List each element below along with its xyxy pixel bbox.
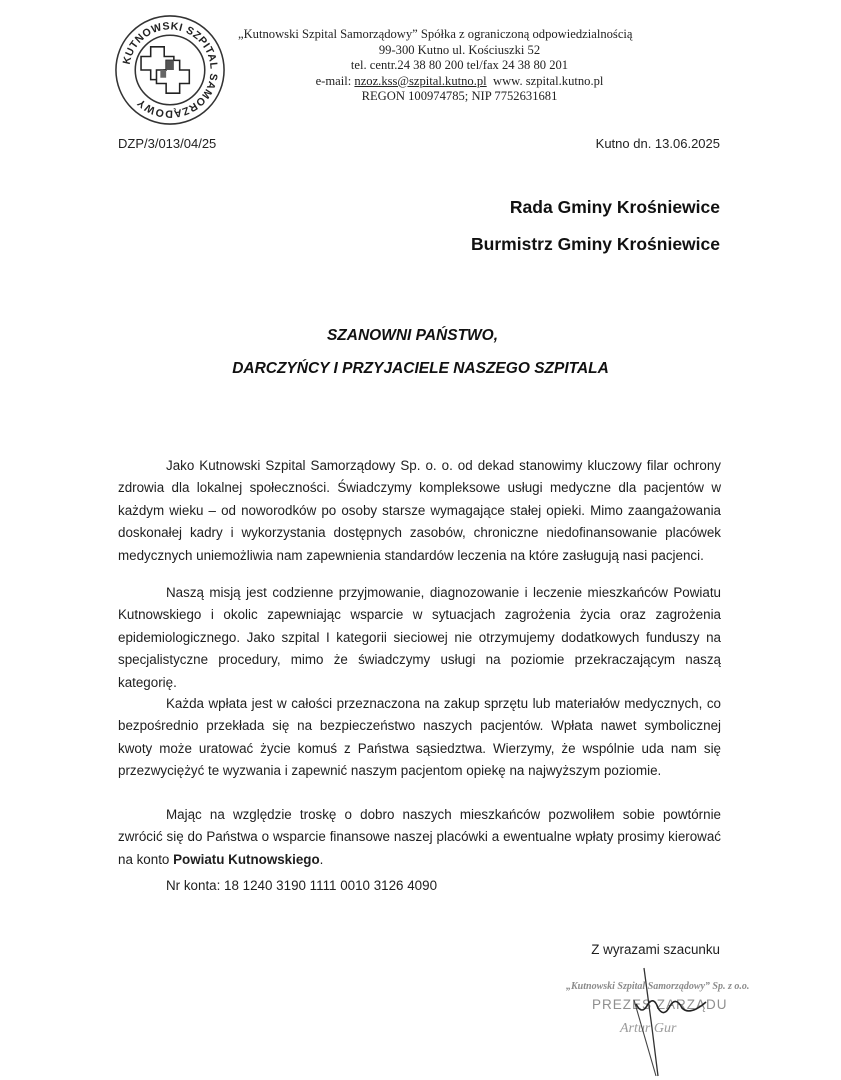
paragraph-4-text: Mając na względzie troskę o dobro naszych mieszkańców pozwoliłem sobie powtórnie zwrócić się do Państwa o wsparcie finansowe naszej placówki a ewentualne wpłaty prosimy kierować na konto <box>118 807 721 867</box>
company-contact <box>232 74 687 90</box>
company-phone: tel. centr.24 38 80 200 tel/fax 24 38 80 201 <box>350 58 569 72</box>
letter-date: Kutno dn. 13.06.2025 <box>595 136 720 151</box>
email-link[interactable]: nzoz.kss@szpital.kutno.pl <box>354 73 487 88</box>
paragraph-3 <box>118 693 721 783</box>
paragraph-2 <box>118 582 721 694</box>
paragraph-text: Każda wpłata jest w całości przeznaczona na zakup sprzętu lub materiałów medycznych, co bezpośrednio przekłada się na bezpieczeństwo naszych pacjentów. Wpłata nawet symbolicznej kwoty może uratować życie komuś z Państwa sąsiedztwa. Wierzymy, że wspólnie uda nam się przezwyciężyć te wyzwania i zapewnić naszym pacjentom opiekę na najwyższym poziomie. <box>118 696 721 779</box>
stamp-title: PREZES ZARZĄDU <box>592 997 728 1012</box>
stamp-name: Artur Gur <box>620 1021 677 1036</box>
salutation-line-2: DARCZYŃCY I PRZYJACIELE NASZEGO SZPITALA <box>232 360 609 377</box>
salutation-line-1: SZANOWNI PAŃSTWO, <box>326 327 499 344</box>
email-label: e-mail: <box>315 73 355 88</box>
stamp-company: „Kutnowski Szpital Samorządowy” Sp. z o.o. <box>566 981 750 992</box>
recipient-council: Rada Gminy Krośniewice <box>509 197 720 217</box>
company-name: „Kutnowski Szpital Samorządowy” Spółka z ograniczoną odpowiedzialnością <box>238 27 633 41</box>
paragraph-1 <box>118 455 721 567</box>
company-registration: REGON 100974785; NIP 7752631681 <box>361 89 558 103</box>
svg-text:KUTNOWSKI SZPITAL SAMORZĄDOWY: KUTNOWSKI SZPITAL SAMORZĄDOWY <box>120 20 220 120</box>
company-address: 99-300 Kutno ul. Kościuszki 52 <box>378 42 541 57</box>
hospital-logo <box>112 14 228 126</box>
closing-phrase: Z wyrazami szacunku <box>591 942 720 957</box>
bank-account-number: Nr konta: 18 1240 3190 1111 0010 3126 4090 <box>166 878 438 893</box>
account-owner: Powiatu Kutnowskiego <box>173 851 320 867</box>
recipient-mayor: Burmistrz Gminy Krośniewice <box>471 234 720 254</box>
website: www. szpital.kutno.pl <box>486 73 604 88</box>
paragraph-4-end: . <box>319 851 324 867</box>
official-stamp <box>560 975 780 1075</box>
paragraph-text <box>118 804 721 871</box>
reference-number: DZP/3/013/04/25 <box>118 136 217 151</box>
letterhead <box>232 27 687 105</box>
paragraph-text: Jako Kutnowski Szpital Samorządowy Sp. o. o. od dekad stanowimy kluczowy filar ochrony zdrowia dla lokalnej społeczności. Świadczymy kompleksowe usługi medyczne dla pacjentów w każdym wieku – od noworodków po osoby starsze wymagające stałej opieki. Mimo zaangażowania doskonałej kadry i wykorzystania dostępnych zasobów, chroniczne niedofinansowanie placówek medycznych uniemożliwia nam zapewnienia standardów leczenia na które zasługują nasi pacjenci. <box>118 458 721 563</box>
paragraph-text: Naszą misją jest codzienne przyjmowanie, diagnozowanie i leczenie mieszkańców Powiatu Kutnowskiego i okolic zapewniając wsparcie w sytuacjach zagrożenia życia oraz zagrożenia epidemiologicznego. Jako szpital I kategorii sieciowej nie otrzymujemy dodatkowych funduszy na specjalistyczne procedury, mimo że świadczymy usługi na poziomie przekraczającym naszą kategorię. <box>118 585 721 690</box>
paragraph-4 <box>118 804 721 871</box>
